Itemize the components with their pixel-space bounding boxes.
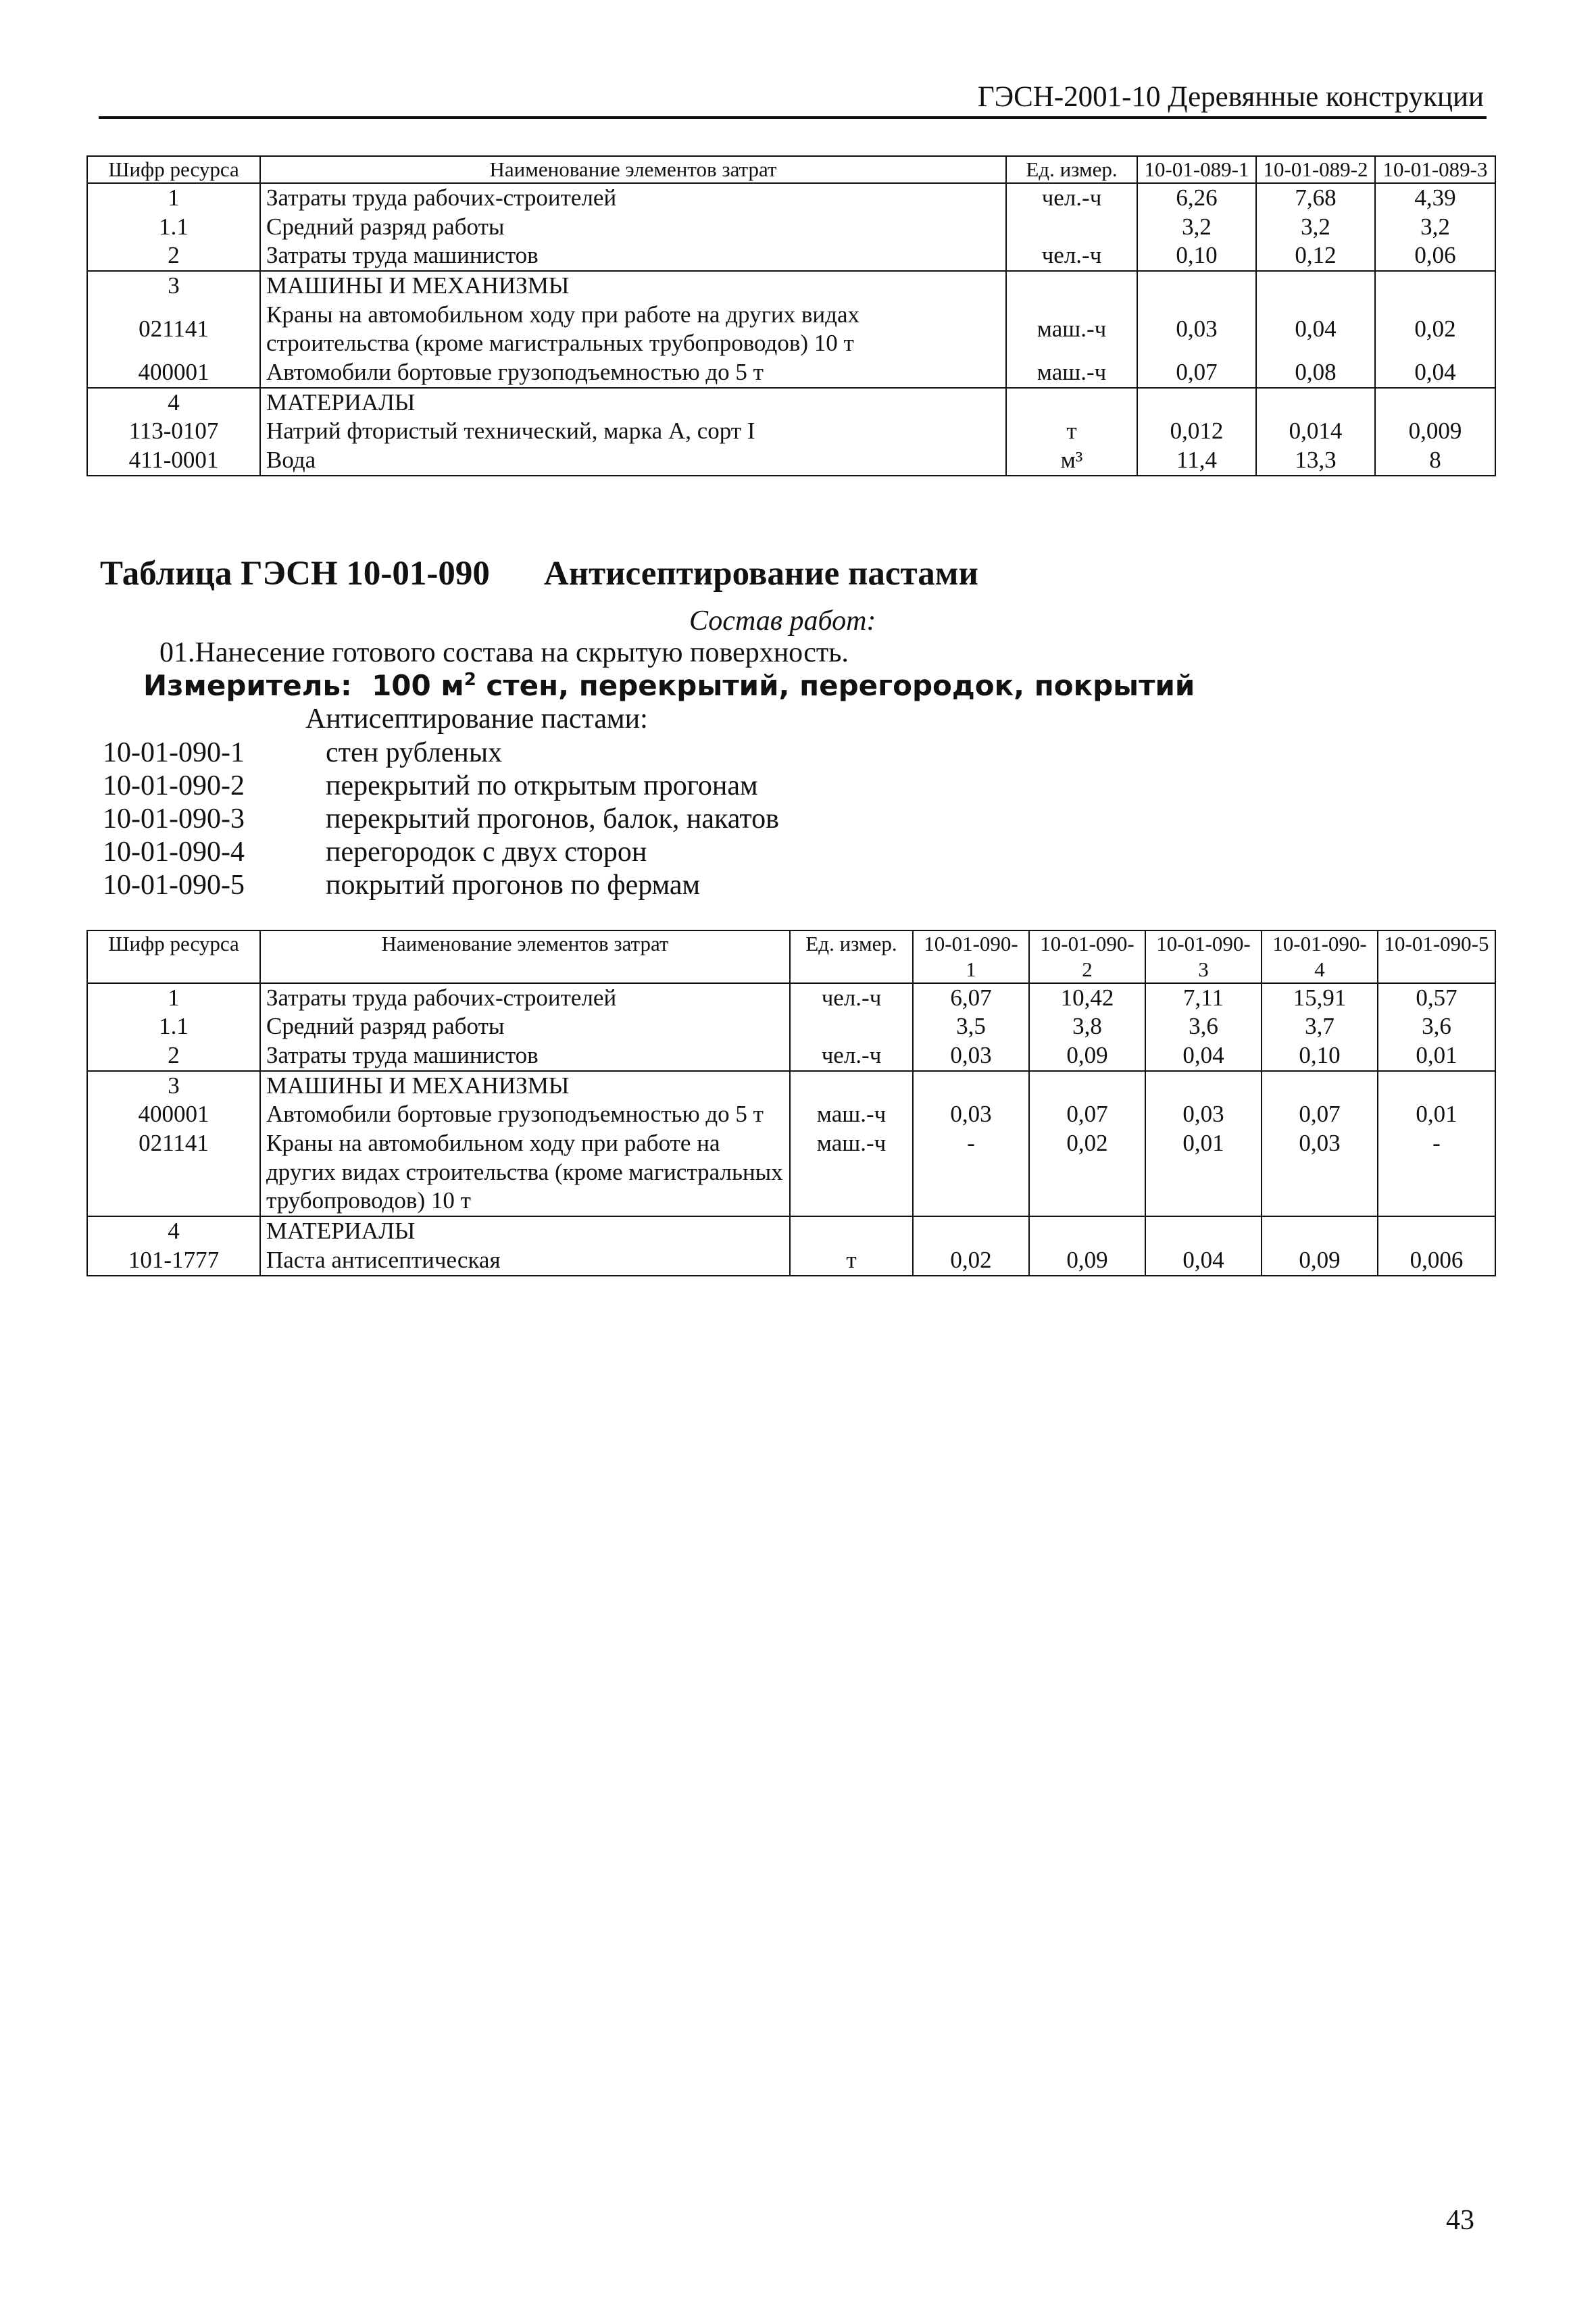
resource-value: 3,6 — [1145, 1012, 1262, 1041]
variant-code: 10-01-090-5 — [103, 870, 245, 901]
resource-value: 0,01 — [1145, 1129, 1262, 1216]
materials-group — [87, 1216, 1495, 1275]
resource-value: 0,03 — [1262, 1129, 1378, 1216]
resource-value: 6,07 — [913, 983, 1029, 1013]
col-header: 10-01-090-5 — [1378, 930, 1495, 983]
table-row — [87, 183, 1495, 213]
resource-value: 0,08 — [1256, 358, 1375, 388]
resource-unit — [790, 1012, 913, 1041]
labor-group — [87, 983, 1495, 1071]
table-row — [87, 446, 1495, 476]
resource-value — [1375, 388, 1495, 418]
resource-value — [1375, 271, 1495, 301]
resource-value: 0,10 — [1137, 241, 1256, 271]
resource-value: 0,03 — [913, 1100, 1029, 1129]
list-item — [103, 737, 779, 770]
resource-value: 0,12 — [1256, 241, 1375, 271]
materials-group — [87, 388, 1495, 476]
resource-value: 0,04 — [1375, 358, 1495, 388]
section-heading: МАТЕРИАЛЫ — [260, 388, 1006, 418]
resource-code: 1 — [87, 183, 260, 213]
resource-value: 0,02 — [1375, 301, 1495, 358]
resource-code: 4 — [87, 388, 260, 418]
resource-unit: т — [790, 1246, 913, 1276]
table-row — [87, 1041, 1495, 1071]
resource-value: 0,07 — [1262, 1100, 1378, 1129]
resource-name: Вода — [260, 446, 1006, 476]
resource-name: Средний разряд работы — [260, 1012, 790, 1041]
resource-name: Затраты труда рабочих-строителей — [260, 183, 1006, 213]
table-header-row — [87, 156, 1495, 183]
running-header — [99, 70, 1487, 119]
resource-value: 10,42 — [1029, 983, 1145, 1013]
variants-title: Антисептирование пастами: — [305, 703, 648, 735]
meter-rest: стен, перекрытий, перегородок, покрытий — [476, 669, 1195, 702]
resource-value — [1256, 271, 1375, 301]
composition-title: Состав работ: — [689, 605, 876, 637]
meter-value: 100 м — [372, 669, 464, 702]
list-item — [103, 770, 779, 803]
variant-code: 10-01-090-2 — [103, 770, 245, 801]
resource-value: 3,6 — [1378, 1012, 1495, 1041]
list-item — [103, 803, 779, 836]
resource-unit: т — [1006, 417, 1137, 446]
resource-value: 0,03 — [1137, 301, 1256, 358]
resource-value: 0,006 — [1378, 1246, 1495, 1276]
resource-unit — [1006, 271, 1137, 301]
resource-value: 3,2 — [1256, 213, 1375, 242]
table-row — [87, 1071, 1495, 1101]
resource-unit — [790, 1216, 913, 1246]
resource-unit — [790, 1071, 913, 1101]
resource-value — [1029, 1216, 1145, 1246]
running-header-title: ГЭСН-2001-10 Деревянные конструкции — [977, 81, 1484, 113]
resource-name: Паста антисептическая — [260, 1246, 790, 1276]
variant-text: стен рубленых — [326, 737, 503, 768]
resource-value: 6,26 — [1137, 183, 1256, 213]
table-row — [87, 1216, 1495, 1246]
resource-value: 0,02 — [1029, 1129, 1145, 1216]
col-header: 10-01-090-1 — [913, 930, 1029, 983]
resource-value: 0,09 — [1029, 1041, 1145, 1071]
table-row — [87, 241, 1495, 271]
resource-value — [1262, 1071, 1378, 1101]
resource-code: 411-0001 — [87, 446, 260, 476]
resource-unit: чел.-ч — [1006, 183, 1137, 213]
resource-value: - — [1378, 1129, 1495, 1216]
resource-unit: чел.-ч — [790, 1041, 913, 1071]
resource-value: - — [913, 1129, 1029, 1216]
resource-unit: маш.-ч — [790, 1100, 913, 1129]
resource-code: 3 — [87, 1071, 260, 1101]
resource-value — [1137, 271, 1256, 301]
table-row — [87, 213, 1495, 242]
resource-unit: маш.-ч — [1006, 301, 1137, 358]
resource-code: 021141 — [87, 301, 260, 358]
machines-group — [87, 1071, 1495, 1216]
col-header: 10-01-089-1 — [1137, 156, 1256, 183]
variant-text: покрытий прогонов по фермам — [326, 870, 701, 901]
variant-code: 10-01-090-1 — [103, 737, 245, 768]
table-row — [87, 388, 1495, 418]
resource-unit: маш.-ч — [1006, 358, 1137, 388]
col-header: 10-01-090-2 — [1029, 930, 1145, 983]
resource-value: 4,39 — [1375, 183, 1495, 213]
resource-code: 2 — [87, 241, 260, 271]
resource-unit — [1006, 213, 1137, 242]
list-item — [103, 869, 779, 902]
variant-code: 10-01-090-4 — [103, 837, 245, 868]
table-row — [87, 1100, 1495, 1129]
table-row — [87, 417, 1495, 446]
table-row — [87, 1246, 1495, 1276]
meter-line — [143, 669, 1195, 702]
meter-label: Измеритель: — [143, 669, 352, 702]
resource-value: 0,01 — [1378, 1041, 1495, 1071]
resource-code: 400001 — [87, 358, 260, 388]
resource-value: 8 — [1375, 446, 1495, 476]
resource-value: 3,8 — [1029, 1012, 1145, 1041]
variant-text: перекрытий по открытым прогонам — [326, 770, 758, 801]
resource-value: 0,57 — [1378, 983, 1495, 1013]
table-header-row — [87, 930, 1495, 983]
resource-unit: маш.-ч — [790, 1129, 913, 1216]
resource-value — [1145, 1216, 1262, 1246]
resource-value: 3,2 — [1137, 213, 1256, 242]
resource-name: Средний разряд работы — [260, 213, 1006, 242]
table-row — [87, 301, 1495, 358]
resource-value: 0,04 — [1256, 301, 1375, 358]
resource-code: 1.1 — [87, 1012, 260, 1041]
resource-value: 0,10 — [1262, 1041, 1378, 1071]
table-row — [87, 358, 1495, 388]
resource-value: 3,2 — [1375, 213, 1495, 242]
resource-value — [913, 1216, 1029, 1246]
resource-name: Затраты труда рабочих-строителей — [260, 983, 790, 1013]
table-row — [87, 983, 1495, 1013]
resource-value — [913, 1071, 1029, 1101]
resource-code: 2 — [87, 1041, 260, 1071]
resource-unit — [1006, 388, 1137, 418]
resource-value — [1262, 1216, 1378, 1246]
resource-unit: чел.-ч — [1006, 241, 1137, 271]
resource-name: Затраты труда машинистов — [260, 241, 1006, 271]
resource-value: 0,07 — [1029, 1100, 1145, 1129]
resource-value — [1145, 1071, 1262, 1101]
resource-code: 4 — [87, 1216, 260, 1246]
machines-group — [87, 271, 1495, 388]
table-row — [87, 1012, 1495, 1041]
resource-value: 7,11 — [1145, 983, 1262, 1013]
section-heading: МАШИНЫ И МЕХАНИЗМЫ — [260, 271, 1006, 301]
resource-value: 0,04 — [1145, 1041, 1262, 1071]
resource-name: Автомобили бортовые грузоподъемностью до 5 т — [260, 358, 1006, 388]
resource-value: 0,012 — [1137, 417, 1256, 446]
table-title — [100, 554, 978, 593]
resource-value: 0,02 — [913, 1246, 1029, 1276]
resource-value: 0,09 — [1029, 1246, 1145, 1276]
resource-name: Краны на автомобильном ходу при работе на других видах строительства (кроме магистральных трубопроводов) 10 т — [260, 1129, 790, 1216]
resource-name: Автомобили бортовые грузоподъемностью до 5 т — [260, 1100, 790, 1129]
resource-value — [1137, 388, 1256, 418]
list-item — [103, 836, 779, 869]
resource-name: Краны на автомобильном ходу при работе на других видах строительства (кроме магистральных трубопроводов) 10 т — [260, 301, 1006, 358]
resource-value: 7,68 — [1256, 183, 1375, 213]
resource-value: 0,06 — [1375, 241, 1495, 271]
variant-text: перекрытий прогонов, балок, накатов — [326, 803, 779, 835]
section-heading: МАШИНЫ И МЕХАНИЗМЫ — [260, 1071, 790, 1101]
col-header: Наименование элементов затрат — [260, 156, 1006, 183]
table-row — [87, 1129, 1495, 1216]
resource-code: 113-0107 — [87, 417, 260, 446]
operation-item: 01.Нанесение готового состава на скрытую поверхность. — [159, 637, 849, 668]
table-name: Антисептирование пастами — [543, 555, 978, 593]
resource-value: 0,07 — [1137, 358, 1256, 388]
resource-code: 3 — [87, 271, 260, 301]
resource-code: 1.1 — [87, 213, 260, 242]
resource-code: 021141 — [87, 1129, 260, 1216]
resource-value: 0,014 — [1256, 417, 1375, 446]
resource-value — [1256, 388, 1375, 418]
table-label: Таблица ГЭСН 10-01-090 — [100, 555, 490, 593]
resource-value — [1378, 1216, 1495, 1246]
resource-value: 0,01 — [1378, 1100, 1495, 1129]
resource-table-090 — [86, 930, 1496, 1276]
resource-value: 3,5 — [913, 1012, 1029, 1041]
col-header: 10-01-089-3 — [1375, 156, 1495, 183]
section-heading: МАТЕРИАЛЫ — [260, 1216, 790, 1246]
resource-value: 15,91 — [1262, 983, 1378, 1013]
meter-superscript: 2 — [464, 670, 476, 690]
variants-list — [103, 737, 779, 902]
resource-unit: чел.-ч — [790, 983, 913, 1013]
resource-value — [1029, 1071, 1145, 1101]
labor-group — [87, 183, 1495, 271]
resource-value: 0,03 — [1145, 1100, 1262, 1129]
page-number: 43 — [1446, 2205, 1474, 2236]
col-header: 10-01-090-4 — [1262, 930, 1378, 983]
col-header: 10-01-090-3 — [1145, 930, 1262, 983]
resource-code: 101-1777 — [87, 1246, 260, 1276]
resource-name: Натрий фтористый технический, марка А, сорт I — [260, 417, 1006, 446]
col-header: Шифр ресурса — [87, 156, 260, 183]
col-header: Ед. измер. — [790, 930, 913, 983]
resource-name: Затраты труда машинистов — [260, 1041, 790, 1071]
resource-value: 11,4 — [1137, 446, 1256, 476]
resource-table-089 — [86, 155, 1496, 476]
variant-text: перегородок с двух сторон — [326, 837, 647, 868]
resource-code: 400001 — [87, 1100, 260, 1129]
resource-value: 3,7 — [1262, 1012, 1378, 1041]
resource-code: 1 — [87, 983, 260, 1013]
resource-unit: м³ — [1006, 446, 1137, 476]
resource-value: 13,3 — [1256, 446, 1375, 476]
resource-value: 0,04 — [1145, 1246, 1262, 1276]
table-row — [87, 271, 1495, 301]
resource-value: 0,009 — [1375, 417, 1495, 446]
col-header: 10-01-089-2 — [1256, 156, 1375, 183]
resource-value — [1378, 1071, 1495, 1101]
col-header: Шифр ресурса — [87, 930, 260, 983]
resource-value: 0,03 — [913, 1041, 1029, 1071]
resource-value: 0,09 — [1262, 1246, 1378, 1276]
col-header: Ед. измер. — [1006, 156, 1137, 183]
variant-code: 10-01-090-3 — [103, 803, 245, 835]
col-header: Наименование элементов затрат — [260, 930, 790, 983]
